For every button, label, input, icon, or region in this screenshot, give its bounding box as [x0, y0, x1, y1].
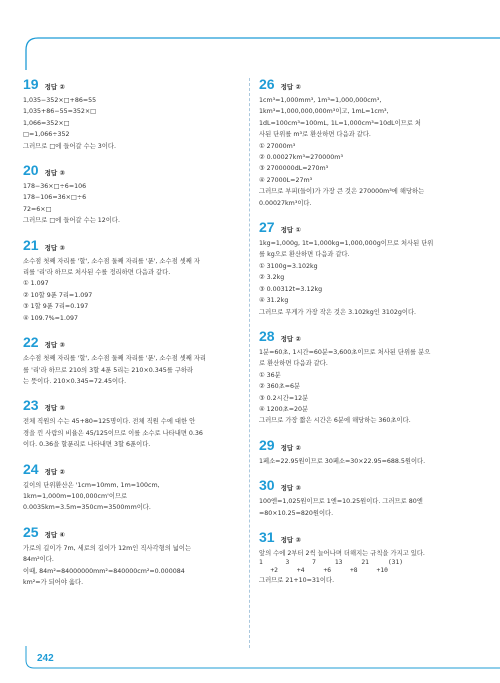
solution-line: ② 3.2kg — [259, 274, 285, 282]
solution-line: ③ 0.00312t=3.12kg — [259, 285, 323, 293]
problem-29 — [259, 437, 464, 467]
solution-line: 178−36×□÷6=106 — [23, 183, 87, 191]
solution-line: ② 360초=6분 — [259, 383, 301, 391]
answer-label: 정답 ③ — [44, 169, 65, 178]
problem-25 — [23, 524, 228, 589]
problem-19 — [23, 76, 228, 152]
solution-line: 178−106=36×□÷6 — [23, 194, 87, 202]
problem-number: 26 — [259, 76, 275, 92]
solution-line: 사된 단위를 m³로 환산하면 다음과 같다. — [259, 131, 371, 139]
solution-line: 소수점 첫째 자리를 '할', 소수점 둘째 자리를 '푼', 소수점 셋째 자리 — [23, 355, 207, 363]
problem-number: 19 — [23, 76, 39, 92]
solution-line: 그러므로 부피(들이)가 가장 큰 것은 270000m³에 해당하는 — [259, 188, 425, 196]
answer-label: 정답 ③ — [44, 243, 65, 252]
solution-line: 1km=1,000m=100,000cm'이므로 — [23, 492, 128, 500]
solution-line: ① 3100g=3.102kg — [259, 262, 318, 270]
answer-label: 정답 ① — [280, 226, 301, 235]
solution-line: ③ 1할 9푼 7리=0.197 — [23, 303, 89, 311]
solution-line: 경을 낀 사람의 비율은 45/125이므로 이를 소수로 나타내면 0.36 — [23, 429, 203, 437]
solution-line: ① 36분 — [259, 371, 281, 379]
solution-line: 그러므로 가장 짧은 시간은 6분에 해당하는 360초이다. — [259, 417, 411, 425]
solution-line: 앞의 수에 2부터 2씩 늘어나며 더해지는 규칙을 가지고 있다. — [259, 549, 425, 557]
solution-line: 1dL=100cm³=100mL, 1L=1,000cm³=10dL이므로 처 — [259, 119, 421, 127]
solution-line: ③ 2700000dL=270m³ — [259, 165, 329, 173]
problem-number: 25 — [23, 523, 39, 540]
solution-line: 1페소=22.95원이므로 30페소=30×22.95=688.5원이다. — [259, 457, 426, 465]
problem-number: 21 — [23, 236, 39, 253]
solution-line: 1분=60초, 1시간=60분=3,600초이므로 처사된 단위를 분으 — [259, 348, 431, 356]
solution-line: ① 27000m³ — [259, 142, 296, 150]
answer-label: 정답 ② — [280, 443, 301, 452]
answer-label: 정답 ② — [44, 467, 65, 476]
solution-line: 길이의 단위환산은 '1cm=10mm, 1m=100cm, — [23, 481, 160, 489]
solution-line: 소수점 첫째 자리를 '할', 소수점 둘째 자리를 '푼', 소수점 셋째 자 — [23, 257, 200, 265]
solution-line: 가로의 길이가 7m, 세로의 길이가 12m인 직사각형의 넓이는 — [23, 544, 192, 552]
solution-line: ② 0.00027km³=270000m³ — [259, 154, 343, 162]
solution-line: ④ 31.2kg — [259, 297, 289, 305]
solution-line: 1,066=352×□ — [23, 119, 70, 127]
solution-line: 100엔=1,025원이므로 1엔=10.25원이다. 그러므로 80엔 — [259, 498, 423, 506]
column-divider — [249, 78, 250, 648]
problem-number: 29 — [259, 436, 275, 453]
problem-number: 31 — [259, 528, 275, 545]
sequence-terms: 1 3 7 13 21 (31) — [259, 559, 404, 567]
solution-line: ④ 109.7%=1.097 — [23, 314, 78, 322]
solution-line: 1cm³=1,000mm³, 1m³=1,000,000cm³, — [259, 97, 382, 104]
problem-21 — [23, 237, 228, 324]
problem-number: 20 — [23, 162, 39, 179]
solution-line: 84m²이다. — [23, 556, 54, 564]
answer-label: 정답 ③ — [280, 535, 301, 544]
solution-line: 0.00027km³이다. — [259, 199, 312, 207]
solution-line: 그러므로 □에 들어갈 수는 3이다. — [23, 142, 116, 150]
solution-line: km²=가 되어야 옳다. — [23, 578, 84, 586]
answer-label: 정답 ② — [280, 83, 301, 91]
solution-line: 전체 직원의 수는 45+80=125명이다. 전체 직원 수에 대한 안 — [23, 418, 196, 426]
problem-28 — [259, 328, 464, 427]
problem-20 — [23, 162, 228, 227]
answer-label: 정답 ④ — [44, 530, 65, 539]
solution-line: 0.0035km=3.5m=350cm=3500mm이다. — [23, 504, 151, 512]
sequence-differences: +2 +4 +6 +8 +10 — [259, 567, 388, 575]
solution-line: 1,035−352×□+86=55 — [23, 97, 97, 104]
solution-line: =80×10.25=820원이다. — [259, 509, 334, 517]
answer-label: 정답 ③ — [44, 341, 65, 350]
solution-line: 리를 '리'라 하므로 처사된 수를 정리하면 다음과 같다. — [23, 269, 171, 277]
answer-label: 정답 ② — [44, 83, 65, 91]
answer-label: 정답 ③ — [280, 484, 301, 493]
solution-line: 그러므로 무게가 가장 작은 것은 3.102kg인 3102g이다. — [259, 308, 417, 316]
solution-line: 로 환산하면 다음과 같다. — [259, 360, 328, 368]
problem-number: 23 — [23, 397, 39, 414]
solution-line: 1km³=1,000,000,000m³이고, 1mL=1cm³, — [259, 108, 389, 116]
solution-line: 그러므로 21+10=31이다. — [259, 577, 335, 585]
problem-24 — [23, 461, 228, 514]
solution-line: 이다. 0.36을 할푼리로 나타내면 3할 6푼이다. — [23, 441, 151, 449]
solution-line: ① 1.097 — [23, 280, 49, 288]
solution-line: ② 10할 9푼 7리=1.097 — [23, 291, 93, 299]
problem-22 — [23, 334, 228, 387]
solution-line: 는 뜻이다. 210×0.345=72.45이다. — [23, 377, 127, 385]
solution-line: 1kg=1,000g, 1t=1,000kg=1,000,000g이므로 처사된 단위 — [259, 240, 434, 248]
solution-line: 이때, 84m²=84000000mm²=840000cm²=0.000084 — [23, 567, 185, 575]
problem-number: 27 — [259, 219, 275, 236]
solution-line: ④ 1200초=20분 — [259, 405, 309, 413]
solution-line: 를 kg으로 환산하면 다음과 같다. — [259, 251, 350, 259]
problem-27 — [259, 219, 464, 318]
solution-line: ③ 0.2시간=12분 — [259, 394, 309, 402]
solution-line: 그러므로 □에 들어갈 수는 12이다. — [23, 217, 120, 225]
solution-line: 1,035+86−55=352×□ — [23, 108, 97, 116]
problem-23 — [23, 397, 228, 450]
problem-number: 28 — [259, 327, 275, 344]
problem-number: 24 — [23, 460, 39, 477]
solution-line: □=1,066÷352 — [23, 131, 70, 139]
solution-line: ④ 27000L=27m³ — [259, 176, 313, 184]
right-column — [259, 76, 464, 597]
problem-26 — [259, 76, 464, 209]
solution-line: 72=6×□ — [23, 205, 52, 213]
solution-line: 를 '리'라 하므로 210의 3할 4푼 5리는 210×0.345를 구하라 — [23, 366, 194, 374]
page-number: 242 — [37, 653, 54, 664]
problem-number: 22 — [23, 334, 39, 351]
left-column — [23, 76, 228, 598]
problem-number: 30 — [259, 477, 275, 494]
answer-label: 정답 ② — [280, 334, 301, 343]
problem-30 — [259, 477, 464, 519]
problem-31 — [259, 529, 464, 587]
answer-label: 정답 ③ — [44, 404, 65, 413]
